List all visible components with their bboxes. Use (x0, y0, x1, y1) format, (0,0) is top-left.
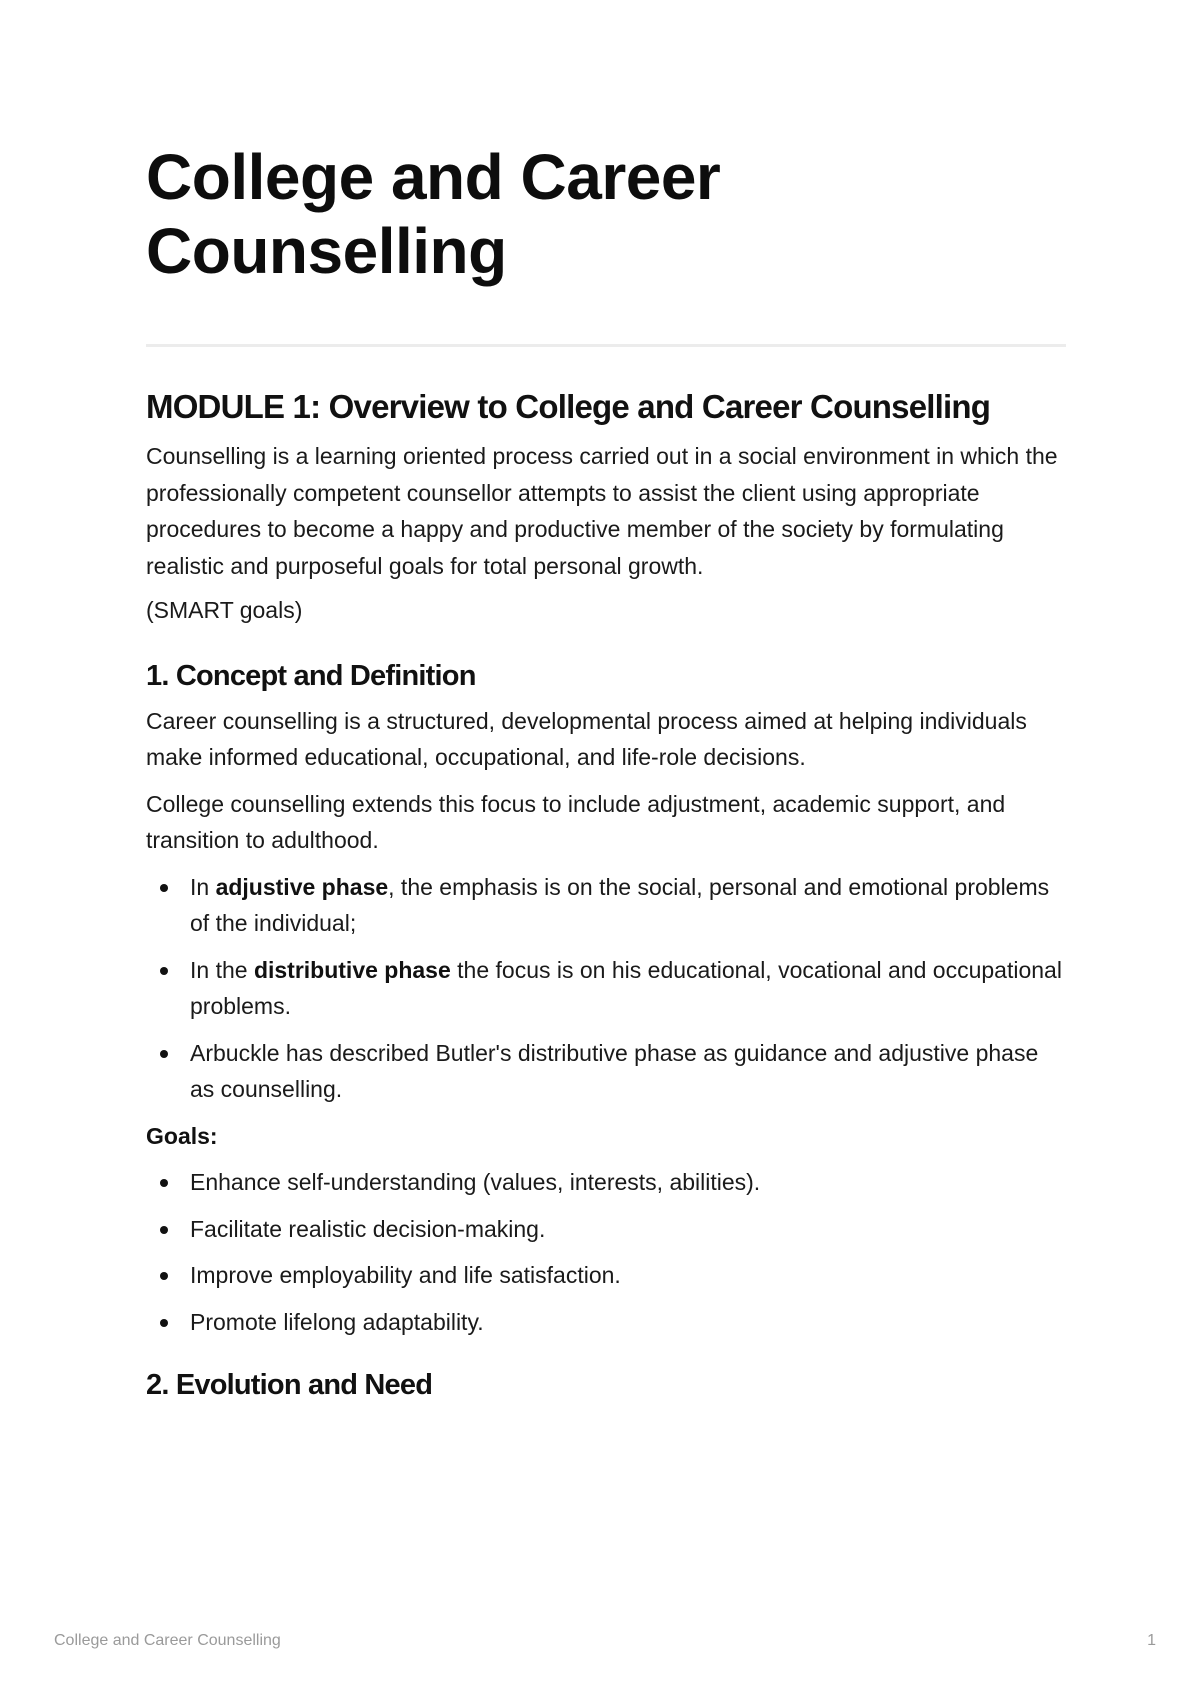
adjustive-phase-term: adjustive phase (215, 873, 389, 900)
footer-document-title: College and Career Counselling (54, 1632, 281, 1649)
bullet-icon (160, 1179, 168, 1187)
goals-label: Goals: (146, 1122, 218, 1149)
document-title: College and Career Counselling (146, 141, 721, 287)
list-item: In adjustive phase, the emphasis is on the social, personal and emotional problems of the individual; (146, 869, 1066, 942)
distributive-phase-term: distributive phase (253, 956, 451, 983)
list-item: Enhance self-understanding (values, interests, abilities). (146, 1164, 1066, 1201)
phase-bullet-list (146, 869, 1066, 1108)
bullet-icon (160, 1272, 168, 1280)
list-item: Arbuckle has described Butler's distributive phase as guidance and adjustive phase as counselling. (146, 1035, 1066, 1108)
smart-goals-note: (SMART goals) (146, 597, 303, 623)
section-2-heading: 2. Evolution and Need (146, 1369, 433, 1401)
title-divider (146, 344, 1066, 347)
section-1-heading: 1. Concept and Definition (146, 659, 476, 692)
list-item: Improve employability and life satisfaction. (146, 1257, 1066, 1294)
bullet-icon (160, 1319, 168, 1327)
list-item: Promote lifelong adaptability. (146, 1304, 1066, 1341)
bullet-icon (160, 1226, 168, 1234)
module-heading: MODULE 1: Overview to College and Career Counselling (146, 388, 991, 425)
footer-page-number: 1 (1147, 1632, 1156, 1649)
document-page (146, 140, 1066, 1404)
section-1-paragraph-2: College counselling extends this focus to include adjustment, academic support, and transition to adulthood. (146, 790, 1006, 853)
bullet-icon (160, 967, 168, 975)
goals-bullet-list (146, 1164, 1066, 1340)
module-intro-paragraph: Counselling is a learning oriented process carried out in a social environment in which the professionally competent counsellor attempts to assist the client using appropriate procedures to become a happy and productive member of the society by formulating realistic and purposeful goals for total personal growth. (146, 443, 1058, 579)
list-item: In the distributive phase the focus is on his educational, vocational and occupational problems. (146, 952, 1066, 1025)
section-1-paragraph-1: Career counselling is a structured, developmental process aimed at helping individuals make informed educational, occupational, and life-role decisions. (146, 707, 1027, 770)
bullet-icon (160, 884, 168, 892)
list-item: Facilitate realistic decision-making. (146, 1211, 1066, 1248)
bullet-icon (160, 1050, 168, 1058)
